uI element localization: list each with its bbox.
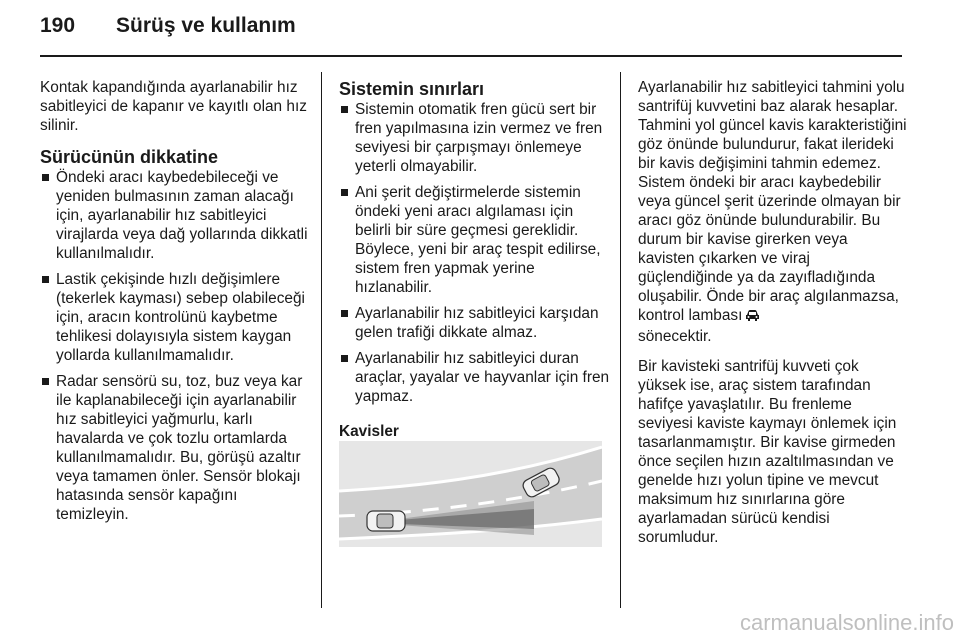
vehicle-ahead-icon <box>745 308 760 327</box>
page-header <box>40 14 296 44</box>
header-rule <box>40 55 902 57</box>
list-item: Ayarlanabilir hız sabitleyici karşıdan gelen trafiği dikkate almaz. <box>339 304 611 342</box>
column-2 <box>339 78 611 448</box>
column-1 <box>40 78 310 531</box>
column-divider <box>620 72 621 608</box>
system-limits-list <box>339 100 611 406</box>
list-item: Öndeki aracı kaybedebileceği ve yeniden bulmasının zaman alacağı için, ayarlanabilir hız sabitleyici virajlarda veya dağ yollarında dikkatli kullanılmalıdır. <box>40 168 310 263</box>
curves-subheading: Kavisler <box>339 423 399 440</box>
list-item: Ayarlanabilir hız sabitleyici duran araçlar, yayalar ve hayvanlar için fren yapmaz. <box>339 349 611 406</box>
list-item: Ani şerit değiştirmelerde sistemin öndeki yeni aracı algılaması için belirli bir süre geçmesi gereklidir. Böylece, yeni bir araç tespit edilirse, sistem fren yapmak yerine hızlanabilir. <box>339 183 611 297</box>
driver-attention-heading: Sürücünün dikkatine <box>40 147 219 167</box>
curve-paragraph-2: Bir kavisteki santrifüj kuvveti çok yüksek ise, araç sistem tarafından hafifçe yavaşlatılır. Bu frenleme seviyesi kaviste kaymayı önlemek için tasarlanmamıştır. Bir kavise girmeden önce seçilen hızın azaltılmasından ve genelde hızı yolun tipine ve mevcut maksimum hız sınırlarına göre ayarlamadan sürücü kendisi sorumludur. <box>638 358 897 546</box>
curve-road-radar-illustration <box>339 441 602 547</box>
driver-attention-list <box>40 168 310 524</box>
watermark: carmanualsonline.info <box>739 610 954 635</box>
system-limits-heading: Sistemin sınırları <box>339 79 485 99</box>
list-item: Radar sensörü su, toz, buz veya kar ile kaplanabileceği için ayarlanabilir hız sabitleyici yağmurlu, karlı havalarda ve çok tozlu ortamlarda kullanılmamalıdır. Bu, görüşü azaltır veya tamamen önler. Sensör blokajı hatasında sensör kapağını temizleyin. <box>40 372 310 524</box>
page-number: 190 <box>40 14 76 37</box>
intro-paragraph: Kontak kapandığında ayarlanabilir hız sabitleyici de kapanır ve kayıtlı olan hız silinir. <box>40 79 307 134</box>
column-divider <box>321 72 322 608</box>
column-3 <box>638 78 908 558</box>
list-item: Lastik çekişinde hızlı değişimlere (tekerlek kayması) sebep olabileceği için, aracın kontrolünü kaybetme tehlikesi dolayısıyla sistem kaygan yollarda kullanılmamalıdır. <box>40 270 310 365</box>
section-title: Sürüş ve kullanım <box>116 14 296 37</box>
curve-paragraph-1: Ayarlanabilir hız sabitleyici tahmini yolu santrifüj kuvvetini baz alarak hesaplar. Tahmini yol güncel kavis karakteristiğini göz önünde bulundurur, fakat ilerideki bir kavis değişimini tahmin edemez. Sistem öndeki bir aracı kaybedebilir veya güncel şerit üzerinde olmayan bir aracı göz önünde bulundurabilir. Bu durum bir kavise girerken veya kavisten çıkarken ve viraj güçlendiğinde ya da zayıfladığında oluşabilir. Önde bir araç algılanmazsa, kontrol lambası sönecektir. <box>638 79 907 345</box>
list-item: Sistemin otomatik fren gücü sert bir fren yapılmasına izin vermez ve fren seviyesi bir çarpışmayı önlemeye yeterli olmayabilir. <box>339 100 611 176</box>
